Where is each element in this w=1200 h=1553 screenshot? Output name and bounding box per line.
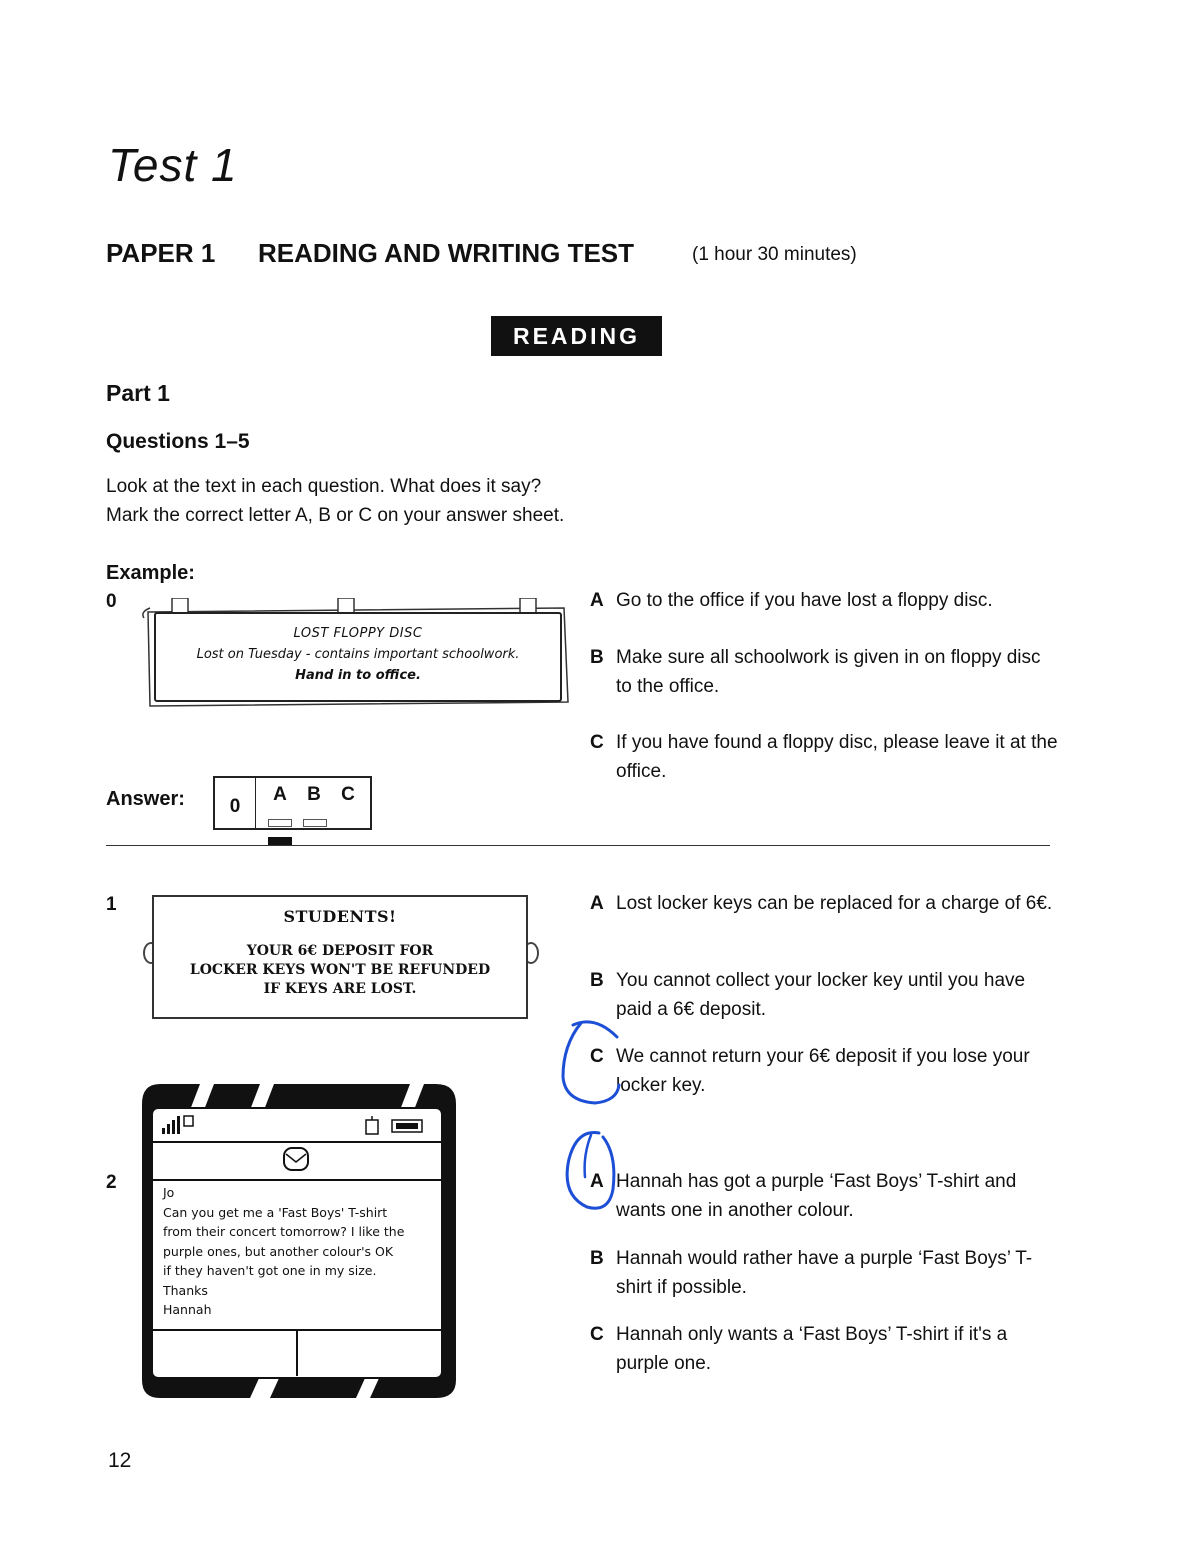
battery-icon (392, 1120, 422, 1132)
section-divider (106, 845, 1050, 846)
option-text: Lost locker keys can be replaced for a charge of 6€. (616, 893, 1053, 914)
notice-line: LOCKER KEYS WON'T BE REFUNDED (189, 962, 491, 978)
option-letter: A (590, 590, 604, 611)
option-letter: B (590, 1248, 604, 1269)
example-label: Example: (106, 562, 195, 584)
option-b (590, 966, 1060, 1024)
question-number: 0 (106, 591, 117, 612)
notice-heading: STUDENTS! (283, 907, 397, 926)
option-text: Make sure all schoolwork is given in on floppy disc to the office. (616, 647, 1041, 697)
paper-duration: (1 hour 30 minutes) (692, 244, 857, 265)
paper-name: READING AND WRITING TEST (258, 238, 635, 268)
option-letter: C (590, 1324, 604, 1345)
option-text: Hannah has got a purple ‘Fast Boys’ T-shirt and wants one in another colour. (616, 1171, 1017, 1221)
phone-message (163, 1183, 441, 1320)
notice-line: IF KEYS ARE LOST. (263, 981, 417, 997)
message-line: Thanks (163, 1282, 208, 1298)
option-c (590, 1042, 1060, 1100)
part-heading: Part 1 (106, 380, 170, 406)
notice-line: Lost on Tuesday - contains important schoolwork. (196, 647, 520, 662)
option-c (590, 728, 1060, 786)
message-line: Jo (163, 1185, 175, 1200)
instruction-line: Look at the text in each question. What does it say? (106, 476, 542, 497)
answer-mark-b (303, 819, 327, 827)
option-c (590, 1320, 1060, 1378)
lost-disc-notice (140, 598, 572, 710)
question-number: 1 (106, 894, 117, 915)
pen-circle-q1 (555, 1015, 635, 1110)
option-a (590, 1167, 1060, 1225)
option-letter: C (590, 1046, 604, 1067)
answer-label: Answer: (106, 788, 185, 810)
answer-letter: B (307, 784, 321, 805)
option-letter: A (590, 1171, 604, 1192)
answer-letter: A (273, 784, 287, 805)
answer-mark-c (268, 837, 292, 845)
answer-letter: C (341, 784, 355, 805)
answer-box (213, 776, 372, 830)
option-text: You cannot collect your locker key until you have paid a 6€ deposit. (616, 970, 1026, 1020)
answer-number: 0 (215, 778, 256, 828)
page-number: 12 (108, 1449, 132, 1472)
notice-line: YOUR 6€ DEPOSIT FOR (246, 943, 434, 959)
message-line: Hannah (163, 1302, 212, 1317)
option-text: Hannah only wants a ‘Fast Boys’ T-shirt if it's a purple one. (616, 1324, 1008, 1374)
message-line: purple ones, but another colour's OK (163, 1243, 394, 1259)
message-line: if they haven't got one in my size. (163, 1263, 377, 1278)
section-banner: READING (491, 316, 662, 356)
question-number: 2 (106, 1172, 117, 1193)
page-title: Test 1 (108, 139, 238, 191)
option-letter: C (590, 732, 604, 753)
option-text: If you have found a floppy disc, please leave it at the office. (616, 732, 1058, 782)
message-line: Can you get me a 'Fast Boys' T-shirt (163, 1204, 388, 1220)
option-text: We cannot return your 6€ deposit if you lose your locker key. (616, 1046, 1030, 1096)
answer-mark-a (268, 819, 292, 827)
locker-notice (152, 895, 528, 1019)
option-a (590, 889, 1060, 918)
option-b (590, 643, 1060, 701)
instruction-line: Mark the correct letter A, B or C on your answer sheet. (106, 505, 565, 526)
questions-heading: Questions 1–5 (106, 430, 250, 453)
option-text: Hannah would rather have a purple ‘Fast Boys’ T-shirt if possible. (616, 1248, 1033, 1298)
notice-paper (154, 612, 562, 702)
message-line: from their concert tomorrow? I like the (163, 1224, 405, 1239)
envelope-icon (284, 1148, 308, 1170)
notice-title: LOST FLOPPY DISC (293, 626, 423, 641)
option-letter: B (590, 970, 604, 991)
paper-label: PAPER 1 (106, 238, 216, 268)
option-letter: A (590, 893, 604, 914)
option-a (590, 586, 1060, 615)
option-b (590, 1244, 1060, 1302)
pen-circle-q2 (555, 1125, 635, 1220)
option-text: Go to the office if you have lost a floppy disc. (616, 590, 993, 611)
option-letter: B (590, 647, 604, 668)
notice-line: Hand in to office. (295, 668, 421, 683)
